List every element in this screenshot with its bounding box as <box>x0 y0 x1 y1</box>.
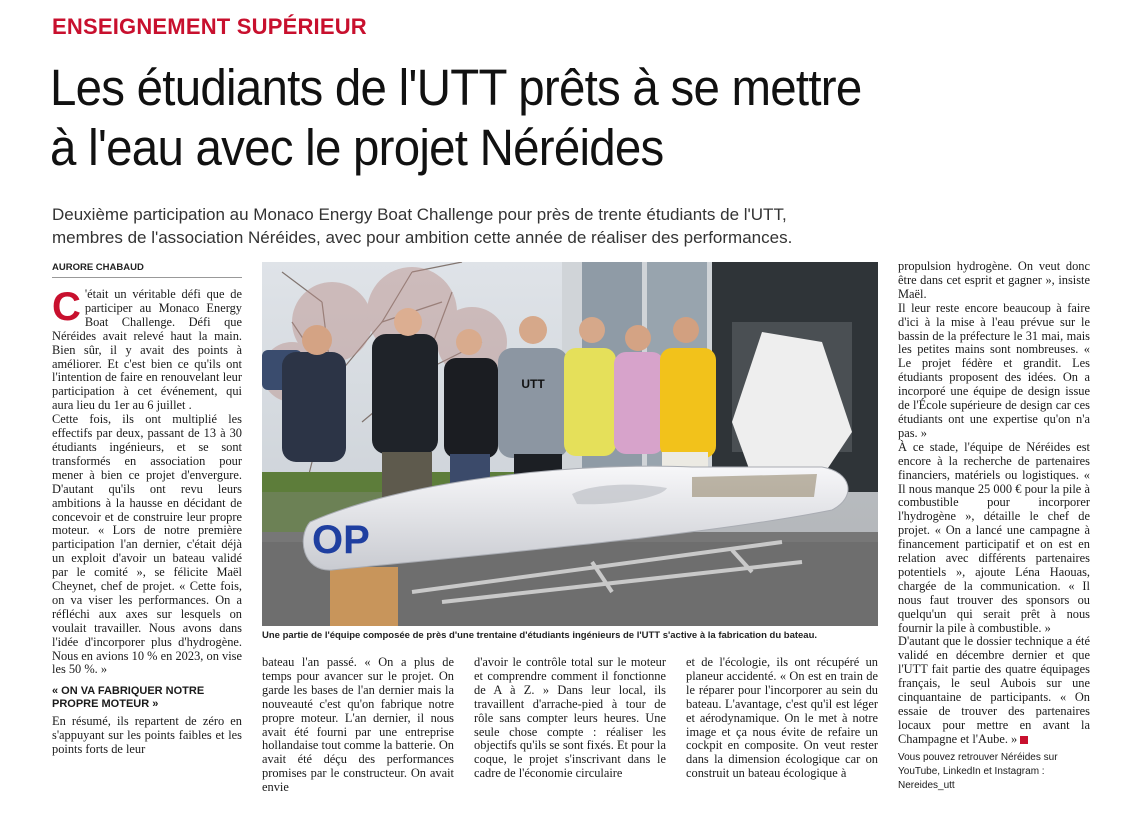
column-3-paragraph: d'avoir le contrôle total sur le moteur et comprendre comment il fonctionne de A à Z. » Dans leur local, ils travaillent d'arrache-pied à tour de rôle sans compter leurs heures. Une seule chose compte : réaliser les objectifs qu'ils se sont fixés. Et pour la coque, le projet s'inscrivant dans le cadre de l'économie circulaire <box>474 655 666 781</box>
article-headline <box>50 58 980 178</box>
column-1-paragraph-2: Cette fois, ils ont multiplié les effectifs par deux, passant de 13 à 30 étudiants ingénieurs, et se sont transformés en association pour mener à bien ce projet d'envergure. D'autant qu'ils ont revu leurs ambitions à la hausse en décidant de concevoir et de construire leur propre moteur. « Lors de notre première participation l'an dernier, c'était déjà un exploit d'avoir un bateau validé par le comité », se félicite Maël Cheynet, chef de projet. « Cette fois, on va viser les performances. On a réfléchi aux axes sur lesquels on voulait travailler. Nous avons dans l'idée d'incorporer plus d'hydrogène. Nous en avions 10 % en 2023, on vise les 50 %. » <box>52 412 242 677</box>
intertitle: « ON VA FABRIQUER NOTRE PROPRE MOTEUR » <box>52 685 205 711</box>
column-1-paragraph-3: En résumé, ils repartent de zéro en s'appuyant sur les points faibles et les points forts de leur <box>52 714 242 757</box>
article-standfirst: Deuxième participation au Monaco Energy Boat Challenge pour près de trente étudiants de l'UTT, membres de l'association Néréides, avec pour ambition cette année de réaliser des performances. <box>52 205 793 247</box>
article-column-2 <box>262 656 454 795</box>
social-media-note: Vous pouvez retrouver Néréides sur YouTube, LinkedIn et Instagram : Nereides_utt <box>898 751 1058 791</box>
drop-cap: C <box>52 285 81 329</box>
column-2-paragraph: bateau l'an passé. « On a plus de temps pour avancer sur le projet. On garde les bases de l'an dernier mais la nouveauté c'est qu'on fabrique notre propre moteur. L'an dernier, il nous avait été fourni par une entreprise hollandaise tout comme la batterie. On avait été déçu des performances promises par le constructeur. On avait envie <box>262 655 454 795</box>
column-1-paragraph-1: 'était un véritable défi que de participer au Monaco Energy Boat Challenge. Défi que Néréides avait relevé haut la main. Bien sûr, il y avait des points à améliorer. Et c'est bien ce qu'ils ont l'intention de faire en renouvelant leur participation à cet événement, qui aura lieu du 1er au 6 juillet . <box>52 287 242 413</box>
article-column-3 <box>474 656 666 781</box>
article-column-5 <box>898 260 1090 793</box>
team-boat-photo <box>262 262 878 626</box>
column-5-paragraph-3: À ce stade, l'équipe de Néréides est encore à la recherche de partenaires financiers, matériels ou logistiques. « Il nous manque 25 000 € pour la pile à combustible pour incorporer l'hydrogène », détaille le chef de projet. « On a lancé une campagne à financement participatif et on est en relation avec différents partenaires potentiels », ajoute Léna Haouas, chargée de la communication. « Il nous faut trouver des sponsors ou quelqu'un qui serait prêt à nous fournir la pile à combustible. » <box>898 439 1090 635</box>
byline-rule <box>52 277 242 278</box>
author-byline: AURORE CHABAUD <box>52 262 144 273</box>
end-of-article-square <box>1020 736 1028 744</box>
hull-lettering: OP <box>312 518 370 562</box>
article-photo <box>262 262 878 626</box>
column-4-paragraph: et de l'écologie, ils ont récupéré un planeur accidenté. « On est en train de le réparer pour l'incorporer au sein du bateau. L'avantage, c'est qu'il est léger et aérodynamique. On le met à notre image et ça nous évite de refaire un cockpit en composite. On veut rester dans la dimension écologique car on construit un bateau écologique à <box>686 655 878 781</box>
column-5-paragraph-1: propulsion hydrogène. On veut donc être dans cet esprit et gagner », insiste Maël. <box>898 259 1090 301</box>
column-5-paragraph-4 <box>898 635 1090 746</box>
hoodie-lettering: UTT <box>521 377 545 391</box>
headline-line-1: Les étudiants de l'UTT prêts à se mettre <box>50 59 862 116</box>
article-column-1 <box>52 285 242 757</box>
photo-caption: Une partie de l'équipe composée de près d'une trentaine d'étudiants ingénieurs de l'UTT s'active à la fabrication du bateau. <box>262 630 818 641</box>
article-column-4 <box>686 656 878 781</box>
column-5-paragraph-2: Il leur reste encore beaucoup à faire d'ici à la mise à l'eau prévue sur le bassin de la préfecture le 31 mai, mais les petites mains sont nombreuses. « Le projet fédère et grandit. Les étudiants proposent des idées. On a incorporé une équipe de design issue de l'École supérieure de design car ces étudiants ont une expertise qu'on n'a pas. » <box>898 300 1090 440</box>
section-rubric: ENSEIGNEMENT SUPÉRIEUR <box>52 14 367 39</box>
column-5-paragraph-4-text: D'autant que le dossier technique a été validé en décembre dernier et que l'UTT fait partie des quatre équipages français, le seul Aubois sur une cinquantaine de participants. « On essaie de trouver des partenaires locaux pour mettre en avant la Champagne et l'Aube. » <box>898 634 1090 746</box>
headline-line-2: à l'eau avec le projet Néréides <box>50 119 664 176</box>
